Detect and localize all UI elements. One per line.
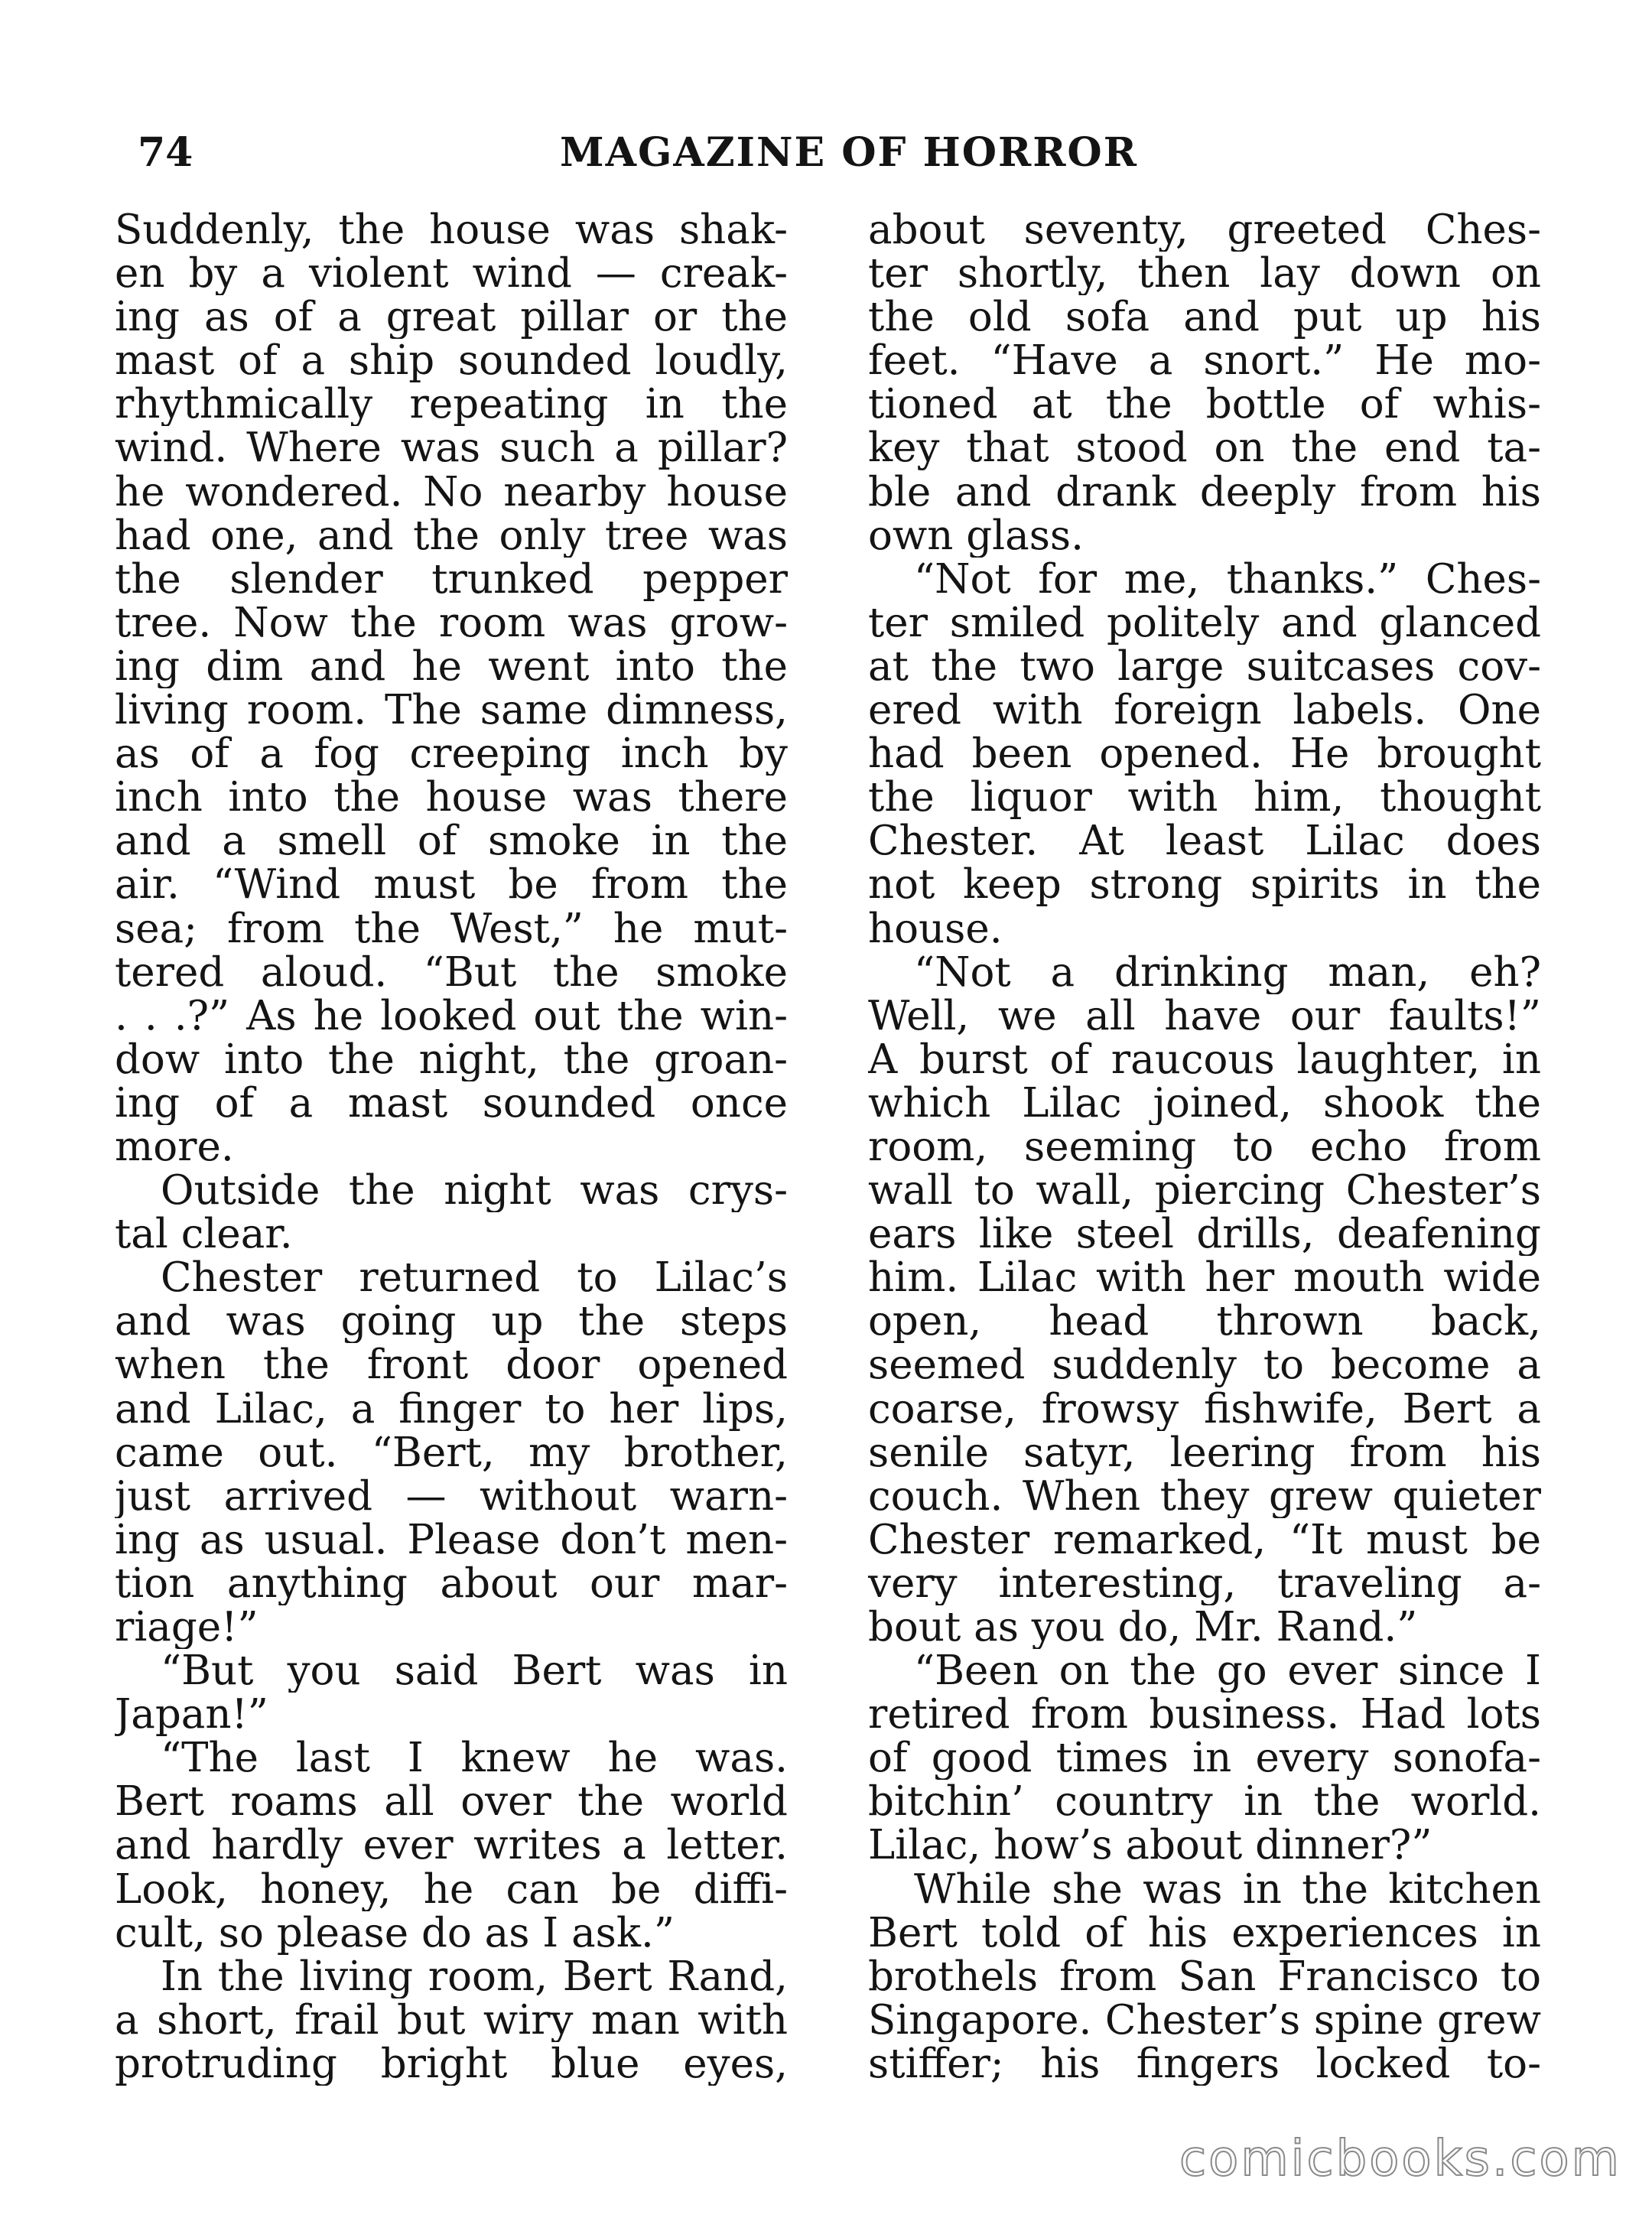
text-line: ing dim and he went into the <box>115 644 788 689</box>
text-line: ter smiled politely and glanced <box>868 600 1541 645</box>
text-line: inch into the house was there <box>115 776 788 820</box>
text-line: Chester returned to Lilac’s <box>161 1256 788 1300</box>
text-line: not keep strong spirits in the <box>868 863 1541 907</box>
text-line: he wondered. No nearby house <box>115 470 788 514</box>
text-line: open, head thrown back, <box>868 1299 1541 1344</box>
text-line: tioned at the bottle of whis- <box>868 382 1541 427</box>
text-line: just arrived — without warn- <box>115 1474 788 1518</box>
text-line: ter shortly, then lay down on <box>868 252 1541 296</box>
text-line: at the two large suitcases cov- <box>868 644 1541 689</box>
text-line: and hardly ever writes a letter. <box>115 1823 788 1868</box>
text-line: when the front door opened <box>115 1343 788 1387</box>
text-line: air. “Wind must be from the <box>115 863 788 907</box>
text-line: While she was in the kitchen <box>914 1867 1541 1911</box>
page-header <box>138 130 1560 191</box>
text-line: tion anything about our mar- <box>115 1561 788 1605</box>
text-line: own glass. <box>868 513 1084 558</box>
text-line: bitchin’ country in the world. <box>868 1780 1541 1824</box>
text-line: feet. “Have a snort.” He mo- <box>868 339 1541 383</box>
text-line: wind. Where was such a pillar? <box>115 426 788 470</box>
page-number: 74 <box>138 129 193 176</box>
text-line: protruding bright blue eyes, <box>115 2041 788 2086</box>
text-line: and a smell of smoke in the <box>115 819 788 863</box>
text-line: retired from business. Had lots <box>868 1693 1541 1737</box>
text-line: brothels from San Francisco to <box>868 1954 1541 1998</box>
text-line: mast of a ship sounded loudly, <box>115 339 788 383</box>
text-line: came out. “Bert, my brother, <box>115 1430 788 1475</box>
text-line: the slender trunked pepper <box>115 557 788 601</box>
text-line: Suddenly, the house was shak- <box>115 208 788 252</box>
text-line: had been opened. He brought <box>868 732 1541 776</box>
text-line: cult, so please do as I ask.” <box>115 1911 675 1955</box>
text-line: ears like steel drills, deafening <box>868 1212 1541 1257</box>
text-line: . . .?” As he looked out the win- <box>115 994 788 1038</box>
text-line: ing as usual. Please don’t men- <box>115 1517 788 1562</box>
text-line: dow into the night, the groan- <box>115 1037 788 1081</box>
text-line: Chester remarked, “It must be <box>868 1517 1541 1562</box>
watermark: comicbooks.com <box>1179 2131 1621 2187</box>
text-line: “Not for me, thanks.” Ches- <box>914 557 1541 601</box>
text-line: riage!” <box>115 1605 259 1650</box>
text-line: Chester. At least Lilac does <box>868 819 1541 863</box>
text-line: Singapore. Chester’s spine grew <box>868 1998 1541 2042</box>
text-line: Bert told of his experiences in <box>868 1911 1541 1955</box>
text-line: Look, honey, he can be diffi- <box>115 1867 788 1911</box>
text-line: “Been on the go ever since I <box>914 1649 1541 1693</box>
text-line: “But you said Bert was in <box>161 1649 788 1693</box>
text-line: of good times in every sonofa- <box>868 1736 1541 1781</box>
text-line: coarse, frowsy fishwife, Bert a <box>868 1387 1541 1431</box>
running-head: MAGAZINE OF HORROR <box>560 129 1138 176</box>
text-line: had one, and the only tree was <box>115 513 788 558</box>
text-line: rhythmically repeating in the <box>115 382 788 427</box>
text-line: and was going up the steps <box>115 1299 788 1344</box>
text-line: very interesting, traveling a- <box>868 1561 1541 1605</box>
text-line: ing of a mast sounded once <box>115 1081 788 1125</box>
text-line: and Lilac, a finger to her lips, <box>115 1387 788 1431</box>
text-line: Well, we all have our faults!” <box>868 994 1541 1038</box>
text-line: Lilac, how’s about dinner?” <box>868 1823 1432 1868</box>
text-line: “Not a drinking man, eh? <box>914 950 1541 994</box>
text-line: Outside the night was crys- <box>161 1169 788 1213</box>
text-line: him. Lilac with her mouth wide <box>868 1256 1541 1300</box>
text-line: which Lilac joined, shook the <box>868 1081 1541 1125</box>
text-line: bout as you do, Mr. Rand.” <box>868 1605 1418 1650</box>
text-line: tered aloud. “But the smoke <box>115 950 788 994</box>
text-line: sea; from the West,” he mut- <box>115 906 788 951</box>
text-line: house. <box>868 906 1003 951</box>
text-line: ered with foreign labels. One <box>868 688 1541 733</box>
text-line: In the living room, Bert Rand, <box>161 1954 788 1998</box>
text-line: a short, frail but wiry man with <box>115 1998 788 2042</box>
text-line: seemed suddenly to become a <box>868 1343 1541 1387</box>
text-line: room, seeming to echo from <box>868 1124 1541 1169</box>
text-line: senile satyr, leering from his <box>868 1430 1541 1475</box>
text-line: Bert roams all over the world <box>115 1780 788 1824</box>
text-line: stiffer; his fingers locked to- <box>868 2041 1541 2086</box>
text-line: A burst of raucous laughter, in <box>868 1037 1541 1081</box>
text-column-left <box>115 208 788 2086</box>
text-line: couch. When they grew quieter <box>868 1474 1541 1518</box>
text-line: living room. The same dimness, <box>115 688 788 733</box>
text-line: tal clear. <box>115 1212 293 1257</box>
text-line: the old sofa and put up his <box>868 295 1541 340</box>
text-line: key that stood on the end ta- <box>868 426 1541 470</box>
text-line: en by a violent wind — creak- <box>115 252 788 296</box>
text-line: as of a fog creeping inch by <box>115 732 788 776</box>
text-line: ble and drank deeply from his <box>868 470 1541 514</box>
text-line: the liquor with him, thought <box>868 776 1541 820</box>
text-line: more. <box>115 1124 234 1169</box>
text-column-right <box>868 208 1541 2086</box>
text-line: wall to wall, piercing Chester’s <box>868 1169 1541 1213</box>
text-line: ing as of a great pillar or the <box>115 295 788 340</box>
text-line: Japan!” <box>115 1693 268 1737</box>
text-line: tree. Now the room was grow- <box>115 600 788 645</box>
text-line: “The last I knew he was. <box>161 1736 788 1781</box>
text-line: about seventy, greeted Ches- <box>868 208 1541 252</box>
